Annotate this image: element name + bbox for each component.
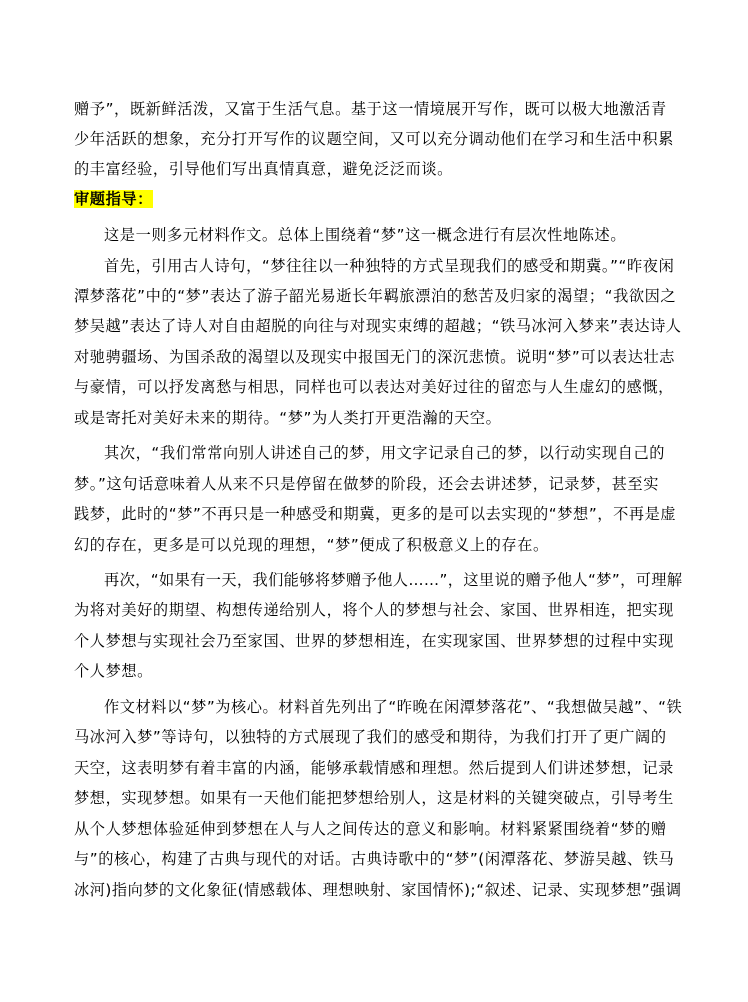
- paragraph-line: 践梦，此时的“梦”不再只是一种感受和期冀，更多的是可以去实现的“梦想”，不再是虚: [74, 505, 677, 523]
- paragraph-line: 为将对美好的期望、构想传递给别人，将个人的梦想与社会、家国、世界相连，把实现: [74, 601, 674, 619]
- paragraph-line: 少年活跃的想象，充分打开写作的议题空间，又可以充分调动他们在学习和生活中积累: [74, 130, 674, 148]
- paragraph-line: 的丰富经验，引导他们写出真情真意，避免泛泛而谈。: [74, 160, 453, 178]
- section-heading-highlight: 审题指导：: [74, 190, 153, 208]
- paragraph-line: 与”的核心，构建了古典与现代的对话。古典诗歌中的“梦”(闲潭落花、梦游吴越、铁马: [74, 850, 675, 868]
- paragraph-line: 潭梦落花”中的“梦”表达了游子韶光易逝长年羁旅漂泊的愁苦及归家的渴望；“我欲因之: [74, 287, 677, 305]
- paragraph-line: 与豪情，可以抒发离愁与相思，同样也可以表达对美好过往的留恋与人生虚幻的感慨，: [74, 378, 674, 396]
- paragraph-line: 冰河)指向梦的文化象征(情感载体、理想映射、家国情怀);“叙述、记录、实现梦想”强调: [74, 881, 682, 899]
- paragraph-line: 梦想，实现梦想。如果有一天他们能把梦想给别人，这是材料的关键突破点，引导考生: [74, 789, 674, 807]
- paragraph-line: 对驰骋疆场、为国杀敌的渴望以及现实中报国无门的深沉悲愤。说明“梦”可以表达壮志: [74, 348, 676, 366]
- paragraph-line: 梦吴越”表达了诗人对自由超脱的向往与对现实束缚的超越；“铁马冰河入梦来”表达诗人: [74, 317, 682, 335]
- paragraph-line: 或是寄托对美好未来的期待。“梦”为人类打开更浩瀚的天空。: [74, 409, 502, 427]
- paragraph-line: 马冰河入梦”等诗句，以独特的方式展现了我们的感受和期待，为我们打开了更广阔的: [74, 728, 667, 746]
- paragraph-line: 幻的存在，更多是可以兑现的理想，“梦”便成了积极意义上的存在。: [74, 536, 549, 554]
- section-heading-line: [74, 185, 153, 214]
- paragraph-line: 个人梦想。: [74, 662, 153, 680]
- paragraph-line: 其次，“我们常常向别人讲述自己的梦，用文字记录自己的梦，以行动实现自己的: [104, 444, 666, 462]
- paragraph-line: 首先，引用古人诗句，“梦往往以一种独特的方式呈现我们的感受和期冀。”“昨夜闲: [104, 257, 675, 275]
- paragraph-line: 作文材料以“梦”为核心。材料首先列出了“昨晚在闲潭梦落花”、“我想做吴越”、“铁: [104, 698, 683, 716]
- paragraph-line: 这是一则多元材料作文。总体上围绕着“梦”这一概念进行有层次性地陈述。: [104, 226, 627, 244]
- paragraph-line: 天空，这表明梦有着丰富的内涵，能够承载情感和理想。然后提到人们讲述梦想，记录: [74, 759, 674, 777]
- paragraph-line: 梦。”这句话意味着人从来不只是停留在做梦的阶段，还会去讲述梦，记录梦，甚至实: [74, 475, 660, 493]
- paragraph-line: 赠予”，既新鲜活泼，又富于生活气息。基于这一情境展开写作，既可以极大地激活青: [74, 100, 667, 118]
- paragraph-line: 从个人梦想体验延伸到梦想在人与人之间传达的意义和影响。材料紧紧围绕着“梦的赠: [74, 820, 667, 838]
- paragraph-line: 个人梦想与实现社会乃至家国、世界的梦想相连，在实现家国、世界梦想的过程中实现: [74, 632, 674, 650]
- paragraph-line: 再次，“如果有一天，我们能够将梦赠予他人……”，这里说的赠予他人“梦”，可理解: [104, 571, 683, 589]
